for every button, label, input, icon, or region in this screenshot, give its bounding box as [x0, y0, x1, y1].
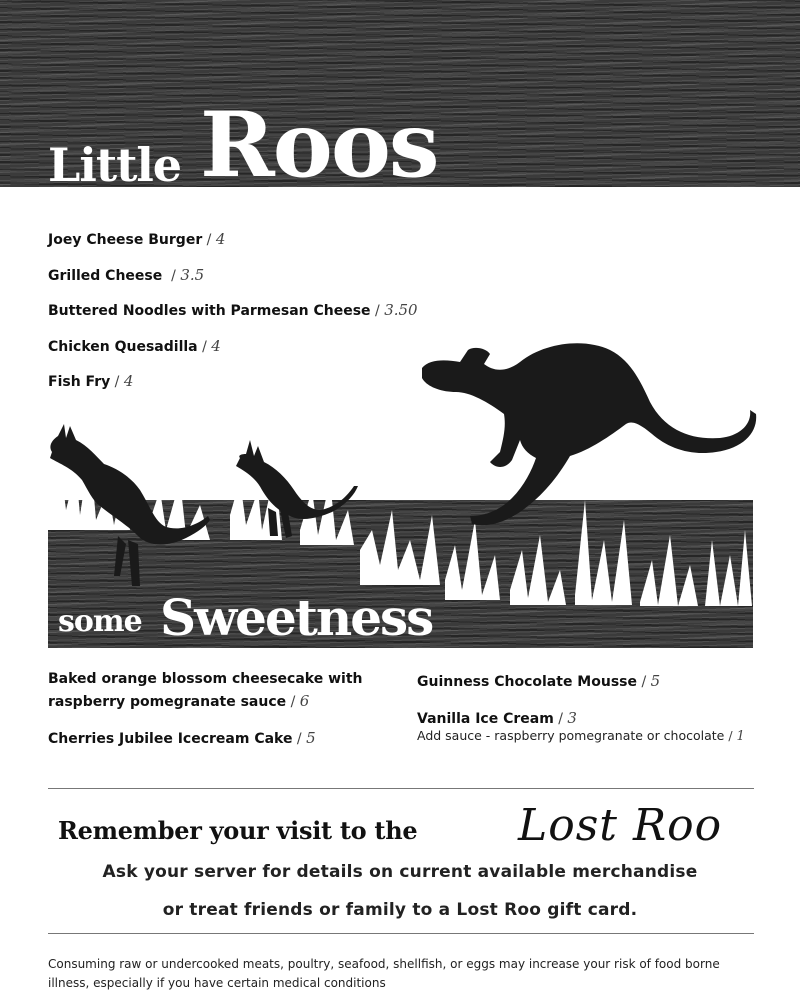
kids-title-small: Little: [48, 138, 182, 192]
price-separator: /: [162, 267, 181, 284]
price-separator: /: [553, 711, 568, 727]
menu-item-name: Fish Fry: [48, 374, 111, 390]
menu-item-price: 4: [123, 372, 134, 390]
price-separator: /: [110, 374, 124, 390]
price-separator: /: [724, 728, 737, 743]
dessert-item-name: Vanilla Ice Cream: [417, 711, 554, 727]
divider: [48, 788, 754, 789]
menu-item: [48, 299, 418, 335]
price-separator: /: [292, 731, 307, 747]
menu-item-name: Chicken Quesadilla: [48, 338, 198, 355]
dessert-addon: [417, 728, 757, 745]
kangaroo-large-icon: [422, 343, 756, 525]
dessert-item-price: 6: [299, 692, 310, 710]
price-separator: /: [370, 303, 385, 319]
dessert-list-left: [48, 668, 378, 764]
promo-line-2: or treat friends or family to a Lost Roo gift card.: [162, 900, 638, 920]
food-safety-disclaimer: Consuming raw or undercooked meats, poultry, seafood, shellfish, or eggs may increase your risk of food borne illness, especially if you have certain medical conditions: [48, 957, 720, 990]
menu-item-price: 4: [215, 230, 226, 248]
dessert-item-price: 5: [306, 729, 316, 747]
addon-text: Add sauce - raspberry pomegranate or chocolate: [417, 728, 725, 743]
divider: [48, 933, 754, 934]
menu-item: [48, 264, 418, 300]
dessert-item: [48, 668, 378, 713]
promo-headline-text: Remember your visit to the: [58, 816, 418, 845]
dessert-item-name: Cherries Jubilee Icecream Cake: [48, 731, 293, 747]
menu-item-price: 4: [211, 336, 221, 355]
dessert-title-big: Sweetness: [160, 588, 433, 647]
menu-item-price: 3.50: [384, 301, 418, 319]
kids-title-big: Roos: [200, 92, 438, 198]
menu-item-name: Buttered Noodles with Parmesan Cheese: [48, 303, 371, 319]
price-separator: /: [637, 674, 651, 690]
dessert-item-name: Guinness Chocolate Mousse: [417, 674, 637, 690]
price-separator: /: [197, 338, 212, 355]
dessert-list-right: [417, 670, 757, 745]
dessert-title-small: some: [58, 604, 142, 639]
lost-roo-logo: Lost Roo: [518, 800, 723, 851]
dessert-item-price: 3: [567, 709, 577, 727]
menu-item: [48, 228, 418, 264]
dessert-item: [417, 707, 757, 730]
dessert-item-price: 5: [650, 672, 661, 690]
dessert-item-name: Baked orange blossom cheesecake with raspberry pomegranate sauce: [48, 671, 363, 710]
price-separator: /: [202, 232, 216, 248]
price-separator: /: [286, 694, 300, 710]
kangaroo-silhouettes: [50, 343, 756, 586]
dessert-item: [48, 727, 378, 750]
menu-item-name: Joey Cheese Burger: [48, 232, 203, 248]
menu-item-name: Grilled Cheese: [48, 267, 163, 284]
menu-item-price: 3.5: [180, 265, 205, 284]
promo-line-1: Ask your server for details on current available merchandise: [102, 862, 698, 882]
addon-price: 1: [736, 729, 745, 744]
dessert-item: [417, 670, 757, 693]
